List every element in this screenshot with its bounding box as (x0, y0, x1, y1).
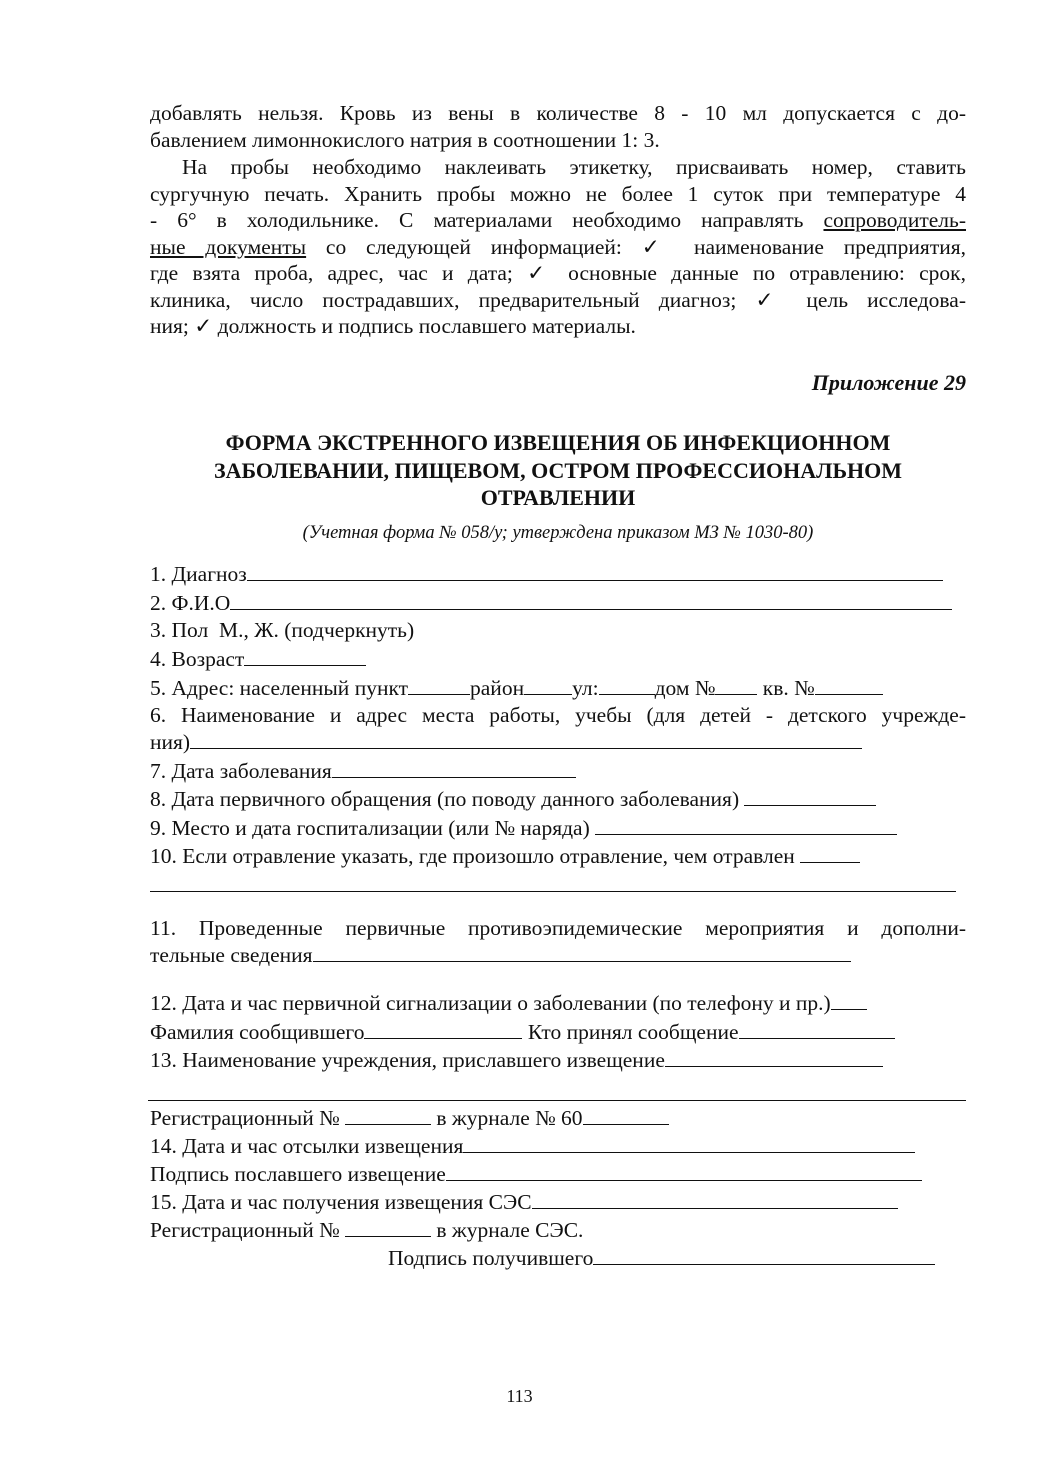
field-registration (150, 1104, 669, 1131)
field-label: в журнале № 60 (431, 1106, 583, 1130)
field-signal-date (150, 989, 867, 1016)
field-label: тельные сведения (150, 943, 313, 967)
text-line: На пробы необходимо наклеивать этикетку, присваивать номер, ставить (182, 155, 966, 179)
field-label-continued (150, 941, 966, 968)
blank-line (715, 674, 757, 695)
field-label: Регистрационный № (150, 1106, 346, 1130)
form-title (150, 429, 966, 512)
text-line: бавлением лимоннокислого натрия в соотношении 1: 3. (150, 127, 660, 152)
field-label: ния) (150, 730, 191, 754)
text-line: сургучную печать. Хранить пробы можно не более 1 суток при температуре 4 (150, 181, 966, 206)
field-received-date (150, 1188, 898, 1215)
field-label: дом № (654, 676, 716, 700)
blank-line (665, 1046, 883, 1067)
section-divider (148, 1100, 966, 1101)
field-institution (150, 1046, 883, 1073)
field-sent-date (150, 1132, 915, 1159)
blank-line (593, 1244, 935, 1265)
title-line: ЗАБОЛЕВАНИИ, ПИЩЕВОМ, ОСТРОМ ПРОФЕССИОНАЛЬНОМ (213, 457, 903, 483)
blank-line (446, 1160, 922, 1181)
text-fragment: - 6° в холодильнике. С материалами необходимо направлять (150, 208, 824, 232)
underlined-text: ные документы (150, 234, 307, 259)
appendix-label: Приложение 29 (811, 370, 966, 395)
field-diagnosis (150, 560, 943, 587)
blank-line (150, 891, 956, 892)
blank-line (599, 674, 655, 695)
field-first-visit-date (150, 785, 876, 812)
blank-line (345, 1104, 431, 1125)
text-line: клиника, число пострадавших, предварительный диагноз; ✓ цель исследова- (150, 287, 966, 312)
blank-line (332, 757, 576, 778)
field-label: Фамилия сообщившего (150, 1020, 365, 1044)
field-label: район (470, 676, 525, 700)
blank-line (247, 560, 943, 581)
blank-line (230, 589, 952, 610)
blank-line (583, 1104, 669, 1125)
blank-line (739, 1018, 895, 1039)
text-line (150, 207, 966, 234)
field-label: 12. Дата и час первичной сигнализации о заболевании (по телефону и пр.) (150, 991, 831, 1015)
field-label: 4. Возраст (150, 647, 245, 671)
blank-line (190, 728, 862, 749)
blank-line (815, 674, 883, 695)
blank-line (800, 842, 860, 863)
text-line: ния; ✓ должность и подпись пославшего материалы. (150, 314, 636, 338)
field-label: 10. Если отравление указать, где произошло отравление, чем отравлен (150, 844, 801, 868)
field-age (150, 645, 366, 672)
blank-line (463, 1132, 915, 1153)
field-label-continued (150, 728, 966, 755)
field-label: Подпись получившего (388, 1246, 594, 1270)
field-label: Кто принял сообщение (522, 1020, 739, 1044)
title-line: ОТРАВЛЕНИИ (480, 485, 636, 510)
field-label: 6. Наименование и адрес места работы, учебы (для детей - детского учрежде- (150, 703, 966, 727)
field-label: 1. Диагноз (150, 562, 247, 586)
blank-line (313, 941, 851, 962)
field-label: 8. Дата первичного обращения (по поводу данного заболевания) (150, 787, 745, 811)
field-poisoning (150, 842, 860, 869)
field-label: 11. Проведенные первичные противоэпидемические мероприятия и дополни- (150, 916, 966, 940)
field-label: Регистрационный № (150, 1218, 346, 1242)
field-label: кв. № (757, 676, 815, 700)
field-label: 7. Дата заболевания (150, 759, 332, 783)
underlined-text: сопроводитель- (823, 208, 966, 232)
field-label: 5. Адрес: населенный пункт (150, 676, 409, 700)
blank-line (408, 674, 470, 695)
field-label: 2. Ф.И.О (150, 591, 231, 615)
blank-line (595, 814, 897, 835)
field-label: 9. Место и дата госпитализации (или № наряда) (150, 816, 596, 840)
page-number: 113 (506, 1386, 533, 1406)
form-subtitle: (Учетная форма № 058/у; утверждена приказом МЗ № 1030-80) (302, 523, 814, 543)
blank-line (524, 674, 572, 695)
field-label: 13. Наименование учреждения, приславшего извещение (150, 1048, 665, 1072)
field-label: 15. Дата и час получения извещения СЭС (150, 1190, 532, 1214)
field-reporter (150, 1018, 895, 1045)
field-receiver-signature (388, 1244, 935, 1271)
blank-line (244, 645, 366, 666)
field-sex: 3. Пол М., Ж. (подчеркнуть) (150, 618, 415, 642)
field-hospitalization (150, 814, 897, 841)
text-fragment: со следующей информацией: ✓ наименование предприятия, (306, 234, 966, 259)
field-illness-date (150, 757, 576, 784)
field-label: в журнале СЭС. (431, 1218, 584, 1242)
text-line: где взята проба, адрес, час и дата; ✓ основные данные по отравлению: срок, (150, 261, 966, 285)
field-label: 14. Дата и час отсылки извещения (150, 1134, 464, 1158)
text-line: добавлять нельзя. Кровь из вены в количестве 8 - 10 мл допускается с до- (150, 101, 966, 125)
field-measures (150, 915, 966, 968)
field-label: ул: (572, 676, 599, 700)
field-label: Подпись пославшего извещение (150, 1162, 446, 1186)
text-line (150, 234, 966, 261)
intro-paragraph-2 (150, 154, 966, 340)
field-registration-ses (150, 1216, 583, 1243)
field-full-name (150, 589, 952, 616)
field-workplace (150, 702, 966, 755)
intro-paragraph-1 (150, 100, 966, 153)
field-address (150, 674, 883, 701)
title-line: ФОРМА ЭКСТРЕННОГО ИЗВЕЩЕНИЯ ОБ ИНФЕКЦИОННОМ (225, 430, 891, 455)
blank-line (744, 785, 876, 806)
blank-line (532, 1188, 898, 1209)
field-sender-signature (150, 1160, 922, 1187)
blank-line (364, 1018, 522, 1039)
blank-line (345, 1216, 431, 1237)
blank-line (831, 989, 867, 1010)
